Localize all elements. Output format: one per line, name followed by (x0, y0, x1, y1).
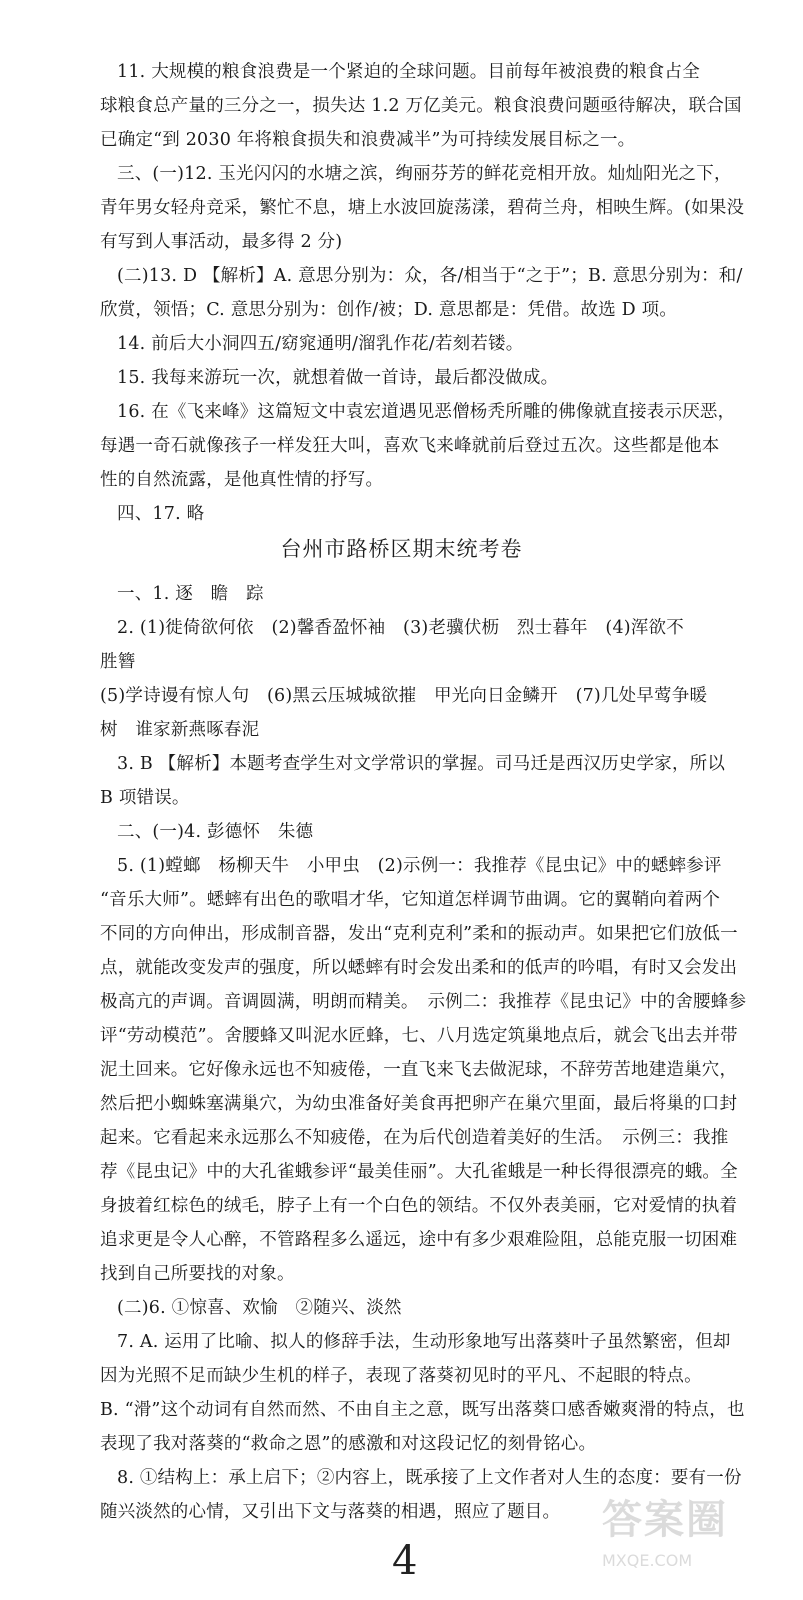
text-line: 15. 我每来游玩一次，就想着做一首诗，最后都没做成。 (117, 368, 559, 388)
text-line: 每遇一奇石就像孩子一样发狂大叫，喜欢飞来峰就前后登过五次。这些都是他本 (100, 436, 720, 456)
text-line: 荐《昆虫记》中的大孔雀蛾参评“最美佳丽”。大孔雀蛾是一种长得很漂亮的蛾。全 (100, 1162, 738, 1182)
text-line: 四、17. 略 (117, 504, 205, 524)
answers-luqiao-exam (100, 577, 772, 1529)
text-line: B 项错误。 (100, 788, 190, 808)
text-line: 有写到人事活动，最多得 2 分) (100, 232, 343, 252)
text-line: 性的自然流露，是他真性情的抒写。 (100, 470, 384, 490)
text-line: 5. (1)螳螂 杨柳天牛 小甲虫 (2)示例一：我推荐《昆虫记》中的蟋蟀参评 (117, 856, 722, 876)
text-line: 7. A. 运用了比喻、拟人的修辞手法，生动形象地写出落葵叶子虽然繁密，但却 (117, 1332, 731, 1352)
text-line: 身披着红棕色的绒毛，脖子上有一个白色的领结。不仅外表美丽，它对爱情的执着 (100, 1196, 738, 1216)
answers-previous-exam (100, 55, 772, 531)
page-number: 4 (392, 1538, 418, 1584)
text-line: 14. 前后大小洞四五/窈窕通明/溜乳作花/若刻若镂。 (117, 334, 524, 354)
text-line: 然后把小蜘蛛塞满巢穴，为幼虫准备好美食再把卵产在巢穴里面，最后将巢的口封 (100, 1094, 738, 1114)
watermark-logo (602, 1488, 792, 1594)
text-line: (二)6. ①惊喜、欢愉 ②随兴、淡然 (117, 1298, 402, 1318)
text-line: 极高亢的声调。音调圆满，明朗而精美。 示例二：我推荐《昆虫记》中的舍腰蜂参 (100, 992, 747, 1012)
text-line: 起来。它看起来永远那么不知疲倦，在为后代创造着美好的生活。 示例三：我推 (100, 1128, 729, 1148)
text-line: (5)学诗谩有惊人句 (6)黑云压城城欲摧 甲光向日金鳞开 (7)几处早莺争暖 (100, 686, 708, 706)
text-line: 一、1. 逐 瞻 踪 (117, 584, 264, 604)
text-line: 已确定“到 2030 年将粮食损失和浪费减半”为可持续发展目标之一。 (100, 130, 636, 150)
section-title: 台州市路桥区期末统考卷 (280, 537, 523, 561)
watermark-text: 答案圈 (602, 1497, 728, 1543)
text-line: 评“劳动模范”。舍腰蜂又叫泥水匠蜂，七、八月选定筑巢地点后，就会飞出去并带 (100, 1026, 738, 1046)
text-line: 11. 大规模的粮食浪费是一个紧迫的全球问题。目前每年被浪费的粮食占全 (117, 62, 700, 82)
text-line: 三、(一)12. 玉光闪闪的水塘之滨，绚丽芬芳的鲜花竞相开放。灿灿阳光之下， (117, 164, 732, 184)
text-line: 点，就能改变发声的强度，所以蟋蟀有时会发出柔和的低声的吟唱，有时又会发出 (100, 958, 738, 978)
text-line: 树 谁家新燕啄春泥 (100, 720, 260, 740)
text-line: 3. B 【解析】本题考查学生对文学常识的掌握。司马迁是西汉历史学家，所以 (117, 754, 726, 774)
text-line: 因为光照不足而缺少生机的样子，表现了落葵初见时的平凡、不起眼的特点。 (100, 1366, 702, 1386)
text-line: 追求更是令人心醉，不管路程多么遥远，途中有多少艰难险阻，总能克服一切困难 (100, 1230, 738, 1250)
text-line: 欣赏，领悟；C. 意思分别为：创作/被；D. 意思都是：凭借。故选 D 项。 (100, 300, 678, 320)
text-line: 找到自己所要找的对象。 (100, 1264, 295, 1284)
text-line: B. “滑”这个动词有自然而然、不由自主之意，既写出落葵口感香嫩爽滑的特点，也 (100, 1400, 745, 1420)
text-line: 2. (1)徙倚欲何依 (2)馨香盈怀袖 (3)老骥伏枥 烈士暮年 (4)浑欲不 (117, 618, 684, 638)
text-line: 胜簪 (100, 652, 136, 672)
text-line: 随兴淡然的心情，又引出下文与落葵的相遇，照应了题目。 (100, 1502, 561, 1522)
text-line: 二、(一)4. 彭德怀 朱德 (117, 822, 314, 842)
text-line: 不同的方向伸出，形成制音器，发出“克利克利”柔和的振动声。如果把它们放低一 (100, 924, 738, 944)
text-line: 泥土回来。它好像永远也不知疲倦，一直飞来飞去做泥球，不辞劳苦地建造巢穴， (100, 1060, 738, 1080)
text-line: 表现了我对落葵的“救命之恩”的感激和对这段记忆的刻骨铭心。 (100, 1434, 597, 1454)
text-line: 8. ①结构上：承上启下；②内容上，既承接了上文作者对人生的态度：要有一份 (117, 1468, 742, 1488)
text-line: 球粮食总产量的三分之一，损失达 1.2 万亿美元。粮食浪费问题亟待解决，联合国 (100, 96, 742, 116)
text-line: “音乐大师”。蟋蟀有出色的歌唱才华，它知道怎样调节曲调。它的翼鞘向着两个 (100, 890, 721, 910)
text-line: 16. 在《飞来峰》这篇短文中袁宏道遇见恶僧杨秃所雕的佛像就直接表示厌恶， (117, 402, 736, 422)
text-line: (二)13. D 【解析】A. 意思分别为：众，各/相当于“之于”；B. 意思分别为：和/ (117, 266, 743, 286)
watermark-url: MXQE.COM (602, 1551, 693, 1570)
text-line: 青年男女轻舟竞采，繁忙不息，塘上水波回旋荡漾，碧荷兰舟，相映生辉。(如果没 (100, 198, 745, 218)
